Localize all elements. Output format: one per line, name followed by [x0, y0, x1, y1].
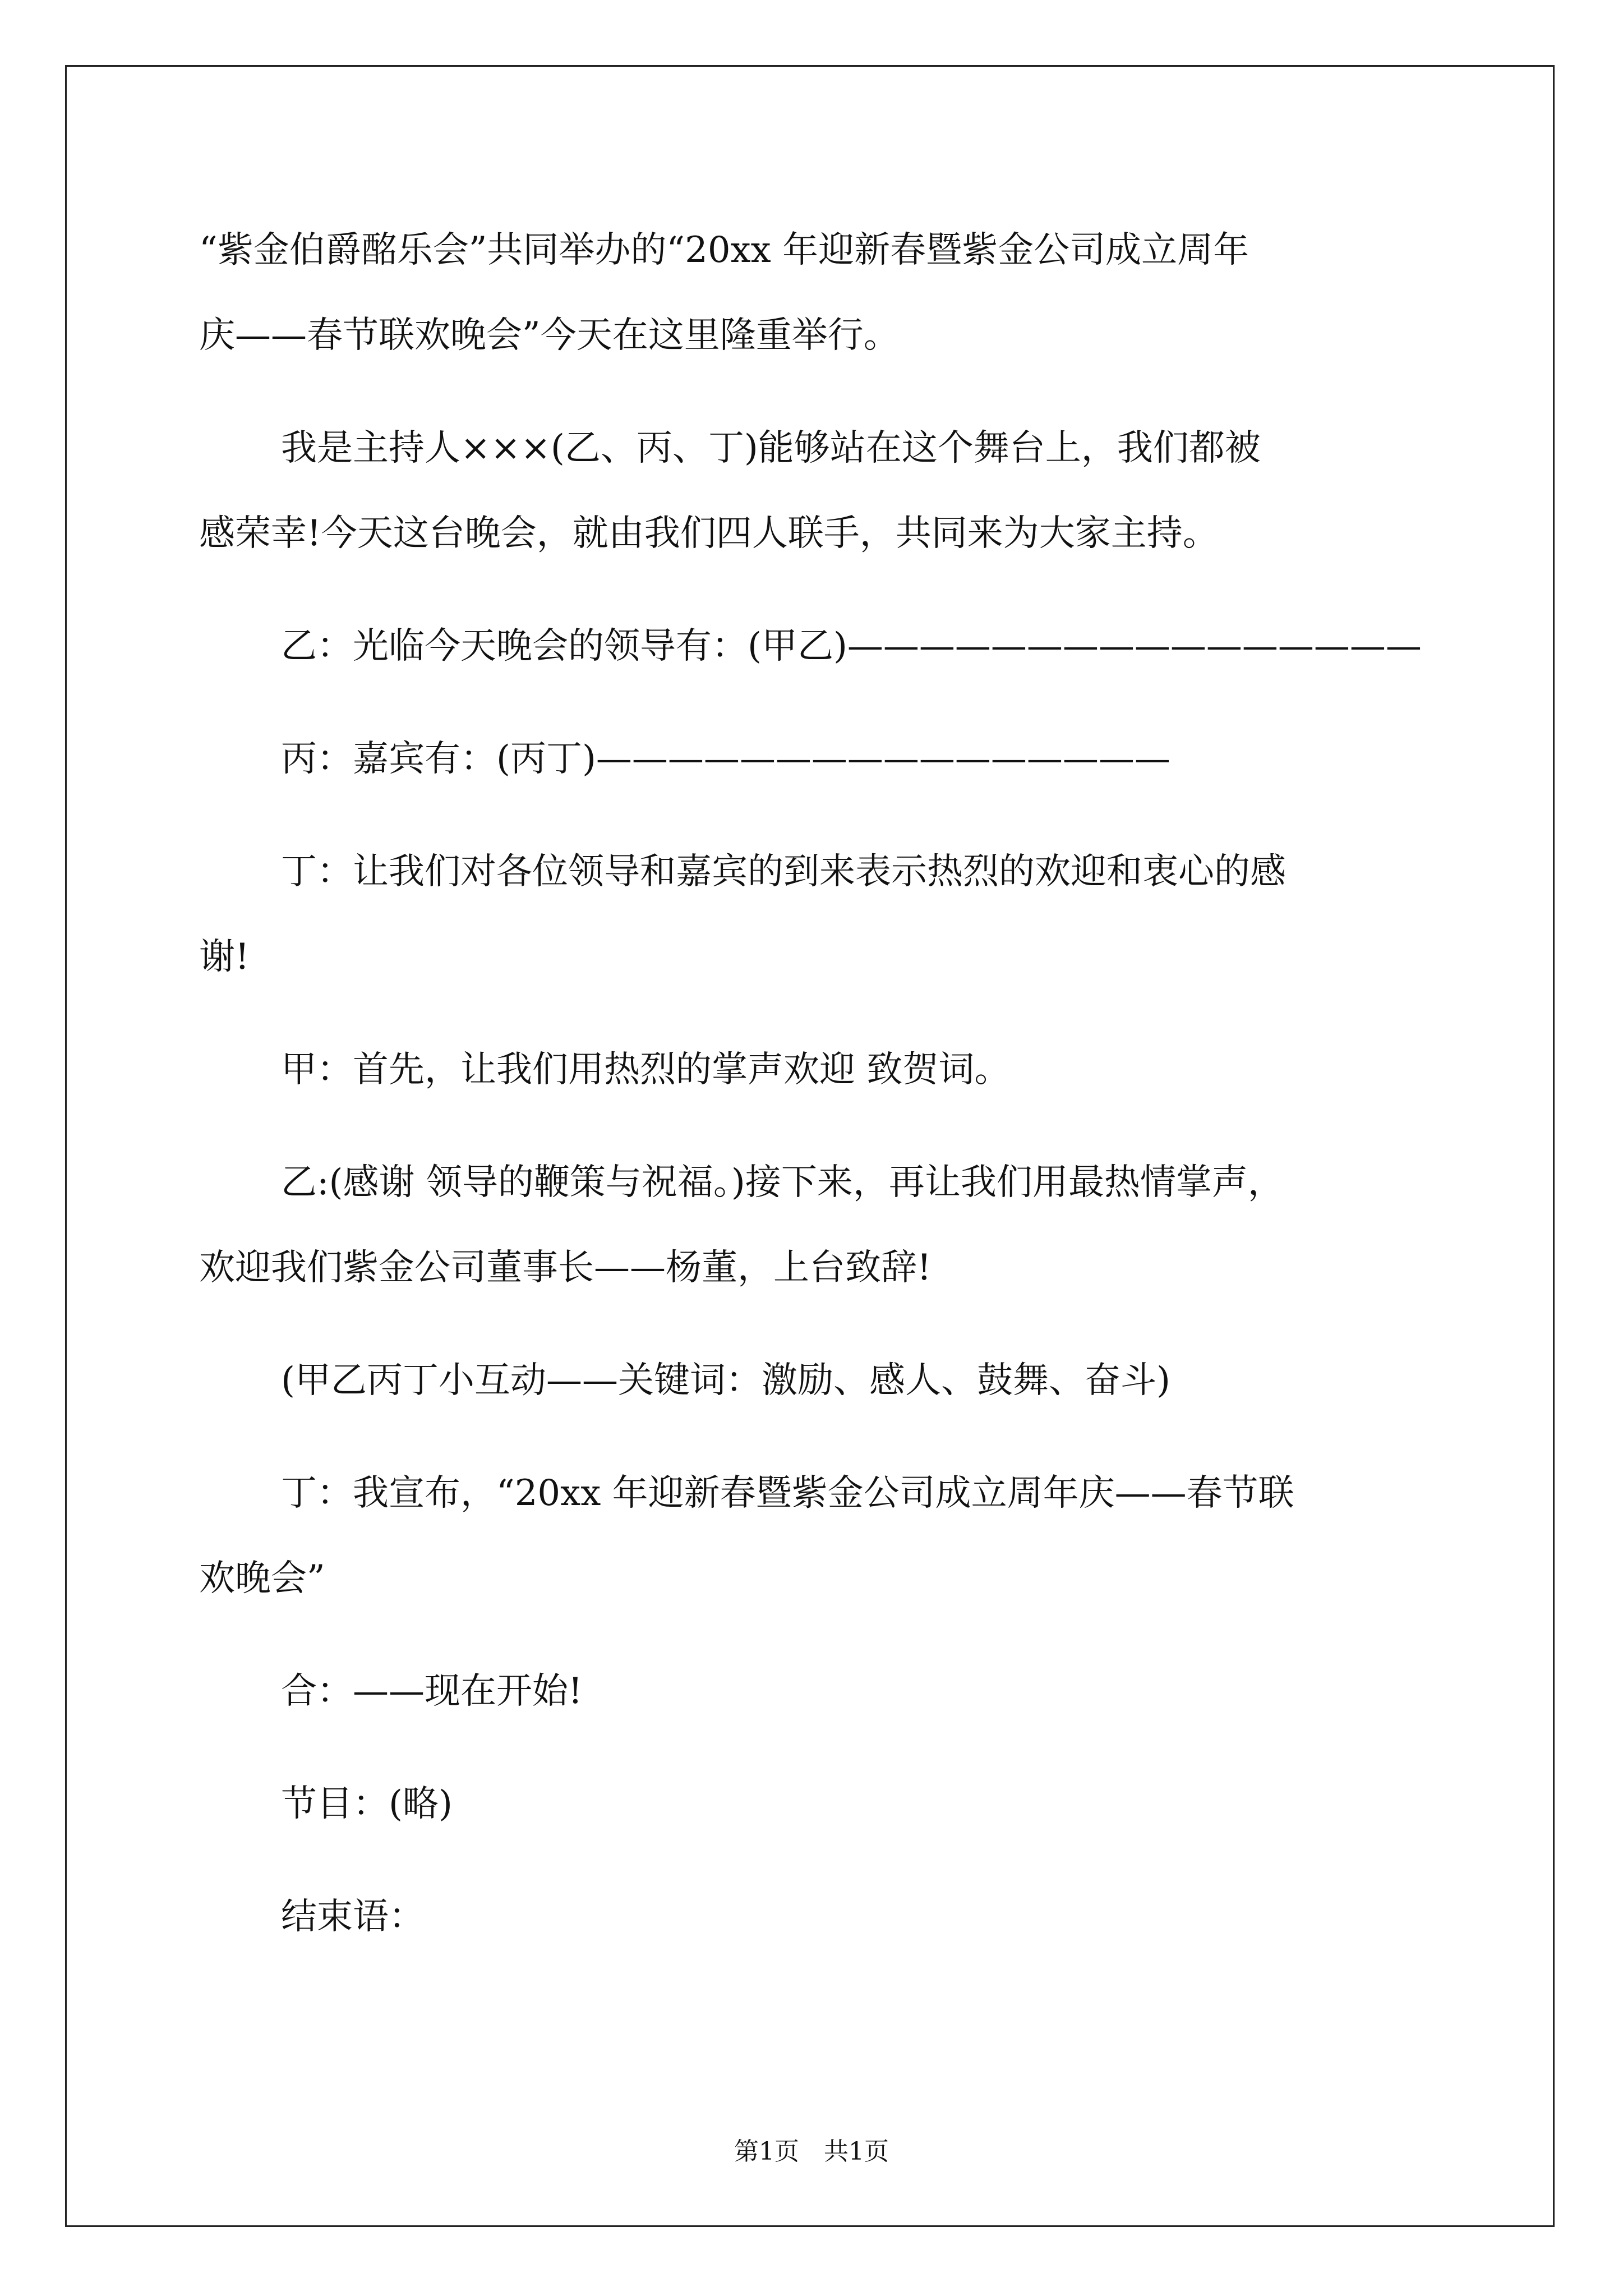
paragraph — [199, 208, 1433, 378]
paragraph — [199, 829, 1433, 1000]
text-line: 感荣幸!今天这台晚会，就由我们四人联手，共同来为大家主持。 — [199, 513, 1219, 554]
text-line: 丁：我宣布，“20xx 年迎新春暨紫金公司成立周年庆——春节联 — [281, 1473, 1294, 1514]
page-footer: 第1页 共1页 — [734, 2137, 889, 2166]
text-line: (甲乙丙丁小互动——关键词：激励、感人、鼓舞、奋斗) — [281, 1360, 1170, 1401]
text-line: “紫金伯爵酩乐会”共同举办的“20xx 年迎新春暨紫金公司成立周年 — [199, 229, 1249, 271]
text-line: 欢迎我们紫金公司董事长——杨董，上台致辞! — [199, 1247, 932, 1289]
text-line: 乙：光临今天晚会的领导有：(甲乙)———————————————— — [281, 625, 1422, 667]
paragraph — [199, 1338, 1433, 1423]
text-line: 乙:(感谢 领导的鞭策与祝福。)接下来，再让我们用最热情掌声， — [281, 1162, 1284, 1203]
paragraph — [199, 1140, 1433, 1310]
paragraph — [199, 716, 1433, 802]
text-line: 谢! — [199, 936, 250, 978]
text-line: 结束语： — [281, 1896, 425, 1938]
paragraph — [199, 1027, 1433, 1112]
text-line: 丁：让我们对各位领导和嘉宾的到来表示热烈的欢迎和衷心的感 — [281, 851, 1286, 892]
text-line: 庆——春节联欢晚会”今天在这里隆重举行。 — [199, 315, 900, 356]
paragraph — [199, 1761, 1433, 1847]
paragraph — [199, 1649, 1433, 1734]
paragraph — [199, 604, 1433, 689]
paragraph — [199, 406, 1433, 576]
text-line: 合：——现在开始! — [281, 1671, 583, 1712]
text-line: 丙：嘉宾有：(丙丁)———————————————— — [281, 738, 1170, 780]
document-body — [199, 208, 1433, 1987]
paragraph — [199, 1874, 1433, 1959]
paragraph — [199, 1451, 1433, 1621]
text-line: 欢晚会” — [199, 1558, 325, 1599]
text-line: 我是主持人×××(乙、丙、丁)能够站在这个舞台上，我们都被 — [281, 427, 1261, 469]
text-line: 甲：首先，让我们用热烈的掌声欢迎 致贺词。 — [281, 1049, 1011, 1091]
text-line: 节目：(略) — [281, 1783, 453, 1825]
